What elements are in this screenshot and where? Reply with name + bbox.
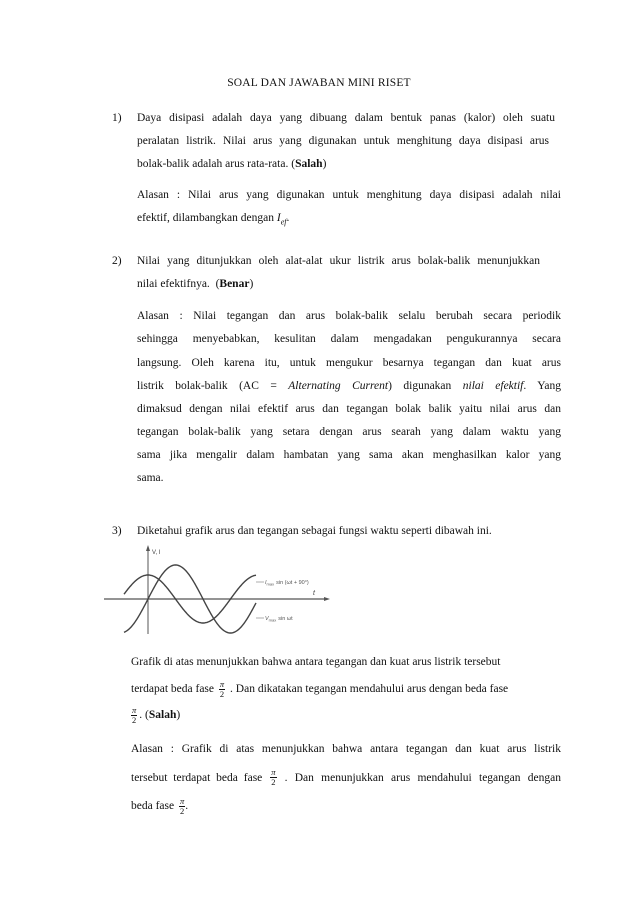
q3-statement-2a: terdapat beda fase [131, 683, 215, 696]
q2-reason-4-italic: Alternating Current [288, 380, 389, 392]
q2-reason-3: langsung. Oleh karena itu, untuk mengukur besarnya tegangan dan kuat arus [137, 357, 561, 369]
q1-symbol: I [276, 212, 281, 224]
q2-line-2-text: nilai efektifnya. [137, 278, 210, 290]
fraction-pi-over-2: $\frac{\pi}{2}$ [179, 796, 185, 816]
q3-statement-3b: . [139, 709, 143, 722]
q2-reason-6: tegangan bolak-balik yang setara dengan arus searah yang dalam waktu yang [137, 426, 561, 438]
q1-number: 1) [112, 112, 122, 124]
fraction-pi-over-2: $\frac{\pi}{2}$ [219, 679, 225, 699]
q3-reason-3b: . [185, 800, 189, 813]
q3-statement-3: $\frac{\pi}{2}$ . (Salah) [132, 705, 181, 725]
q2-line-2: nilai efektifnya. (Benar) [137, 278, 254, 290]
current-label: $I_{max}$ sin (ωt + 90°) [265, 580, 309, 587]
q3-statement-2 [131, 680, 508, 699]
page-title: SOAL DAN JAWABAN MINI RISET [227, 77, 411, 89]
q2-reason-4-c: . Yang [523, 380, 562, 392]
q2-reason-4-b: ) digunakan [388, 380, 452, 392]
q3-reason-3a: beda fase [131, 800, 175, 813]
q1-verdict: Salah [295, 158, 323, 170]
q3-reason-2 [131, 768, 561, 787]
q1-reason-2-text: efektif, dilambangkan dengan [137, 212, 274, 224]
q2-reason-5: dimaksud dengan nilai efektif arus dan tegangan bolak balik yaitu nilai arus dan [137, 403, 561, 415]
q2-reason-8: sama. [137, 472, 164, 484]
q2-number: 2) [112, 255, 122, 267]
q3-reason-2a: tersebut terdapat beda fase [131, 771, 263, 784]
q3-reason-3 [131, 797, 188, 816]
x-axis-arrow [324, 597, 330, 601]
y-axis-label: V, I [152, 550, 161, 556]
q1-reason-1: Alasan : Nilai arus yang digunakan untuk menghitung daya disipasi adalah nilai [137, 189, 561, 201]
sine-wave-graph [104, 542, 334, 640]
q3-verdict: Salah [148, 709, 177, 722]
q3-statement-1: Grafik di atas menunjukkan bahwa antara tegangan dan kuat arus listrik tersebut [131, 656, 501, 668]
q2-reason-4-a: listrik bolak-balik (AC = [137, 380, 277, 392]
q2-reason-4-italic2: nilai efektif [462, 380, 524, 392]
q2-reason-4 [137, 380, 561, 392]
q3-intro: Diketahui grafik arus dan tegangan sebagai fungsi waktu seperti dibawah ini. [137, 525, 492, 537]
q3-reason-1: Alasan : Grafik di atas menunjukkan bahwa antara tegangan dan kuat arus listrik [131, 743, 561, 755]
voltage-label: $V_{max}$ sin ωt [265, 616, 293, 623]
q1-symbol-sub: ef [280, 217, 287, 227]
q2-line-1: Nilai yang ditunjukkan oleh alat-alat ukur listrik arus bolak-balik menunjukkan [137, 255, 540, 267]
x-axis-label: t [313, 590, 315, 597]
fraction-pi-over-2: $\frac{\pi}{2}$ [132, 705, 137, 725]
q1-line-3-text: bolak-balik adalah arus rata-rata. [137, 158, 289, 170]
q2-reason-1: Alasan : Nilai tegangan dan arus bolak-balik selalu berubah secara periodik [137, 310, 561, 322]
q2-reason-7: sama jika mengalir dalam hambatan yang sama akan menghasilkan kalor yang [137, 449, 561, 461]
q2-reason-2: sehingga menyebabkan, kesulitan dalam mengadakan pengukurannya secara [137, 333, 561, 345]
y-axis-arrow [146, 545, 150, 551]
q2-verdict: Benar [219, 278, 250, 290]
q1-reason-2: efektif, dilambangkan dengan $I_{ef}$. [137, 212, 290, 227]
q3-statement-2b: . Dan dikatakan tegangan mendahului arus dengan beda fase [230, 683, 509, 696]
q1-line-3: bolak-balik adalah arus rata-rata. (Salah) [137, 158, 327, 170]
fraction-pi-over-2: $\frac{\pi}{2}$ [271, 767, 276, 787]
q1-line-2: peralatan listrik. Nilai arus yang digunakan untuk menghitung daya disipasi arus [137, 135, 549, 147]
q3-reason-2b: . Dan menunjukkan arus mendahului tegangan dengan [284, 771, 561, 784]
q3-number: 3) [112, 525, 122, 537]
q1-line-1: Daya disipasi adalah daya yang dibuang dalam bentuk panas (kalor) oleh suatu [137, 112, 555, 124]
